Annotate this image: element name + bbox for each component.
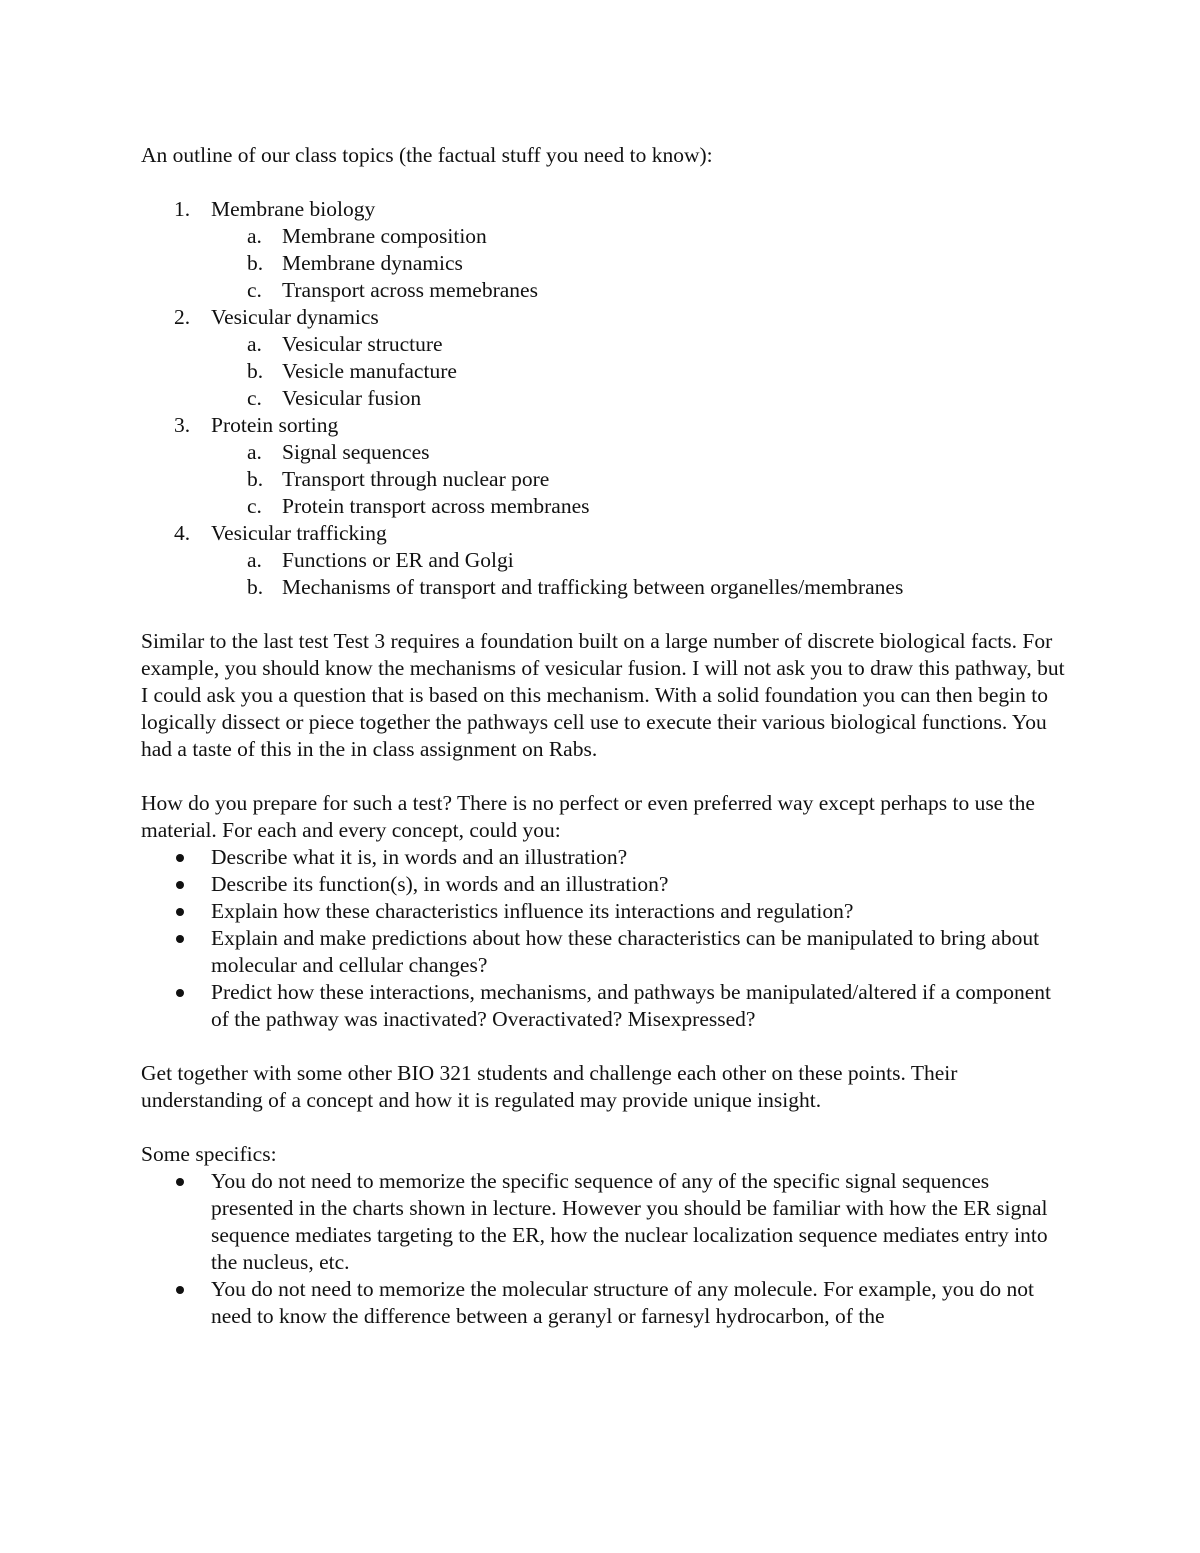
subitem-text: Vesicular fusion: [282, 386, 422, 410]
spacer: [141, 169, 1071, 196]
subitem-text: Signal sequences: [282, 440, 430, 464]
outline-subitem: [141, 466, 1071, 493]
spacer: [141, 1033, 1071, 1060]
bullet-item: [141, 844, 1071, 871]
document-page: [141, 142, 1071, 1330]
bullet-item: [141, 898, 1071, 925]
subitem-letter: b.: [247, 359, 264, 383]
outline-subitem: [141, 250, 1071, 277]
subitem-letter: b.: [247, 467, 264, 491]
spacer: [141, 601, 1071, 628]
paragraph-foundation: Similar to the last test Test 3 requires a foundation built on a large number of discrete biological facts. For example, you should know the mechanisms of vesicular fusion. I will not ask you to draw this pathway, but I could ask you a question that is based on this mechanism. With a solid foundation you can then begin to logically dissect or piece together the pathways cell use to execute their various biological functions. You had a taste of this in the in class assignment on Rabs.: [141, 629, 1065, 761]
preparation-bullet-list: [141, 844, 1071, 1033]
outline-number: 3.: [174, 413, 191, 437]
subitem-text: Mechanisms of transport and trafficking between organelles/membranes: [282, 575, 904, 599]
subitem-letter: a.: [247, 548, 262, 572]
subitem-letter: c.: [247, 494, 262, 518]
outline-subitem: [141, 277, 1071, 304]
subitem-letter: b.: [247, 251, 264, 275]
outline-item-1: [141, 196, 1071, 223]
subitem-text: Membrane dynamics: [282, 251, 463, 275]
subitem-text: Membrane composition: [282, 224, 487, 248]
subitem-text: Transport through nuclear pore: [282, 467, 550, 491]
outline-title: Protein sorting: [211, 413, 339, 437]
subitem-text: Protein transport across membranes: [282, 494, 590, 518]
spacer: [141, 763, 1071, 790]
bullet-text: Describe its function(s), in words and an illustration?: [211, 872, 669, 896]
outline-title: Vesicular trafficking: [211, 521, 387, 545]
bullet-text: Predict how these interactions, mechanisms, and pathways be manipulated/altered if a component of the pathway was inactivated? Overactivated? Misexpressed?: [211, 980, 1052, 1031]
intro-line: An outline of our class topics (the factual stuff you need to know):: [141, 143, 713, 167]
outline-number: 1.: [174, 197, 191, 221]
outline-title: Membrane biology: [211, 197, 376, 221]
bullet-dot-icon: [176, 1286, 184, 1294]
outline-title: Vesicular dynamics: [211, 305, 379, 329]
bullet-dot-icon: [176, 989, 184, 997]
subitem-letter: a.: [247, 224, 262, 248]
outline-subitem: [141, 574, 1071, 601]
outline-item-2: [141, 304, 1071, 331]
subitem-letter: b.: [247, 575, 264, 599]
outline-item-4: [141, 520, 1071, 547]
subitem-text: Vesicle manufacture: [282, 359, 457, 383]
subitem-letter: c.: [247, 278, 262, 302]
outline-subitem: [141, 358, 1071, 385]
outline-subitem: [141, 439, 1071, 466]
subitem-text: Vesicular structure: [282, 332, 443, 356]
bullet-text: You do not need to memorize the specific sequence of any of the specific signal sequences presented in the charts shown in lecture. However you should be familiar with how the ER signal sequence mediates targeting to the ER, how the nuclear localization sequence mediates entry into the nucleus, etc.: [211, 1169, 1048, 1274]
spacer: [141, 1114, 1071, 1141]
subitem-text: Functions or ER and Golgi: [282, 548, 514, 572]
bullet-item: [141, 979, 1071, 1033]
bullet-item: [141, 925, 1071, 979]
subitem-letter: a.: [247, 440, 262, 464]
paragraph-preparation: How do you prepare for such a test? There is no perfect or even preferred way except perhaps to use the material. For each and every concept, could you:: [141, 791, 1035, 842]
bullet-text: Explain how these characteristics influence its interactions and regulation?: [211, 899, 854, 923]
outline-subitem: [141, 331, 1071, 358]
bullet-item: [141, 1276, 1071, 1330]
bullet-dot-icon: [176, 854, 184, 862]
bullet-dot-icon: [176, 1178, 184, 1186]
outline-subitem: [141, 547, 1071, 574]
outline-number: 2.: [174, 305, 191, 329]
bullet-dot-icon: [176, 908, 184, 916]
bullet-dot-icon: [176, 881, 184, 889]
bullet-item: [141, 1168, 1071, 1276]
specifics-bullet-list: [141, 1168, 1071, 1330]
bullet-item: [141, 871, 1071, 898]
bullet-text: Explain and make predictions about how these characteristics can be manipulated to bring about molecular and cellular changes?: [211, 926, 1040, 977]
topic-outline: [141, 196, 1071, 601]
outline-subitem: [141, 493, 1071, 520]
paragraph-study-groups: Get together with some other BIO 321 students and challenge each other on these points. Their understanding of a concept and how it is regulated may provide unique insight.: [141, 1061, 958, 1112]
specifics-heading: Some specifics:: [141, 1142, 277, 1166]
subitem-letter: c.: [247, 386, 262, 410]
bullet-text: Describe what it is, in words and an illustration?: [211, 845, 628, 869]
subitem-letter: a.: [247, 332, 262, 356]
outline-item-3: [141, 412, 1071, 439]
bullet-text: You do not need to memorize the molecular structure of any molecule. For example, you do not need to know the difference between a geranyl or farnesyl hydrocarbon, of the: [211, 1277, 1034, 1328]
outline-number: 4.: [174, 521, 191, 545]
outline-subitem: [141, 385, 1071, 412]
subitem-text: Transport across memebranes: [282, 278, 538, 302]
outline-subitem: [141, 223, 1071, 250]
bullet-dot-icon: [176, 935, 184, 943]
